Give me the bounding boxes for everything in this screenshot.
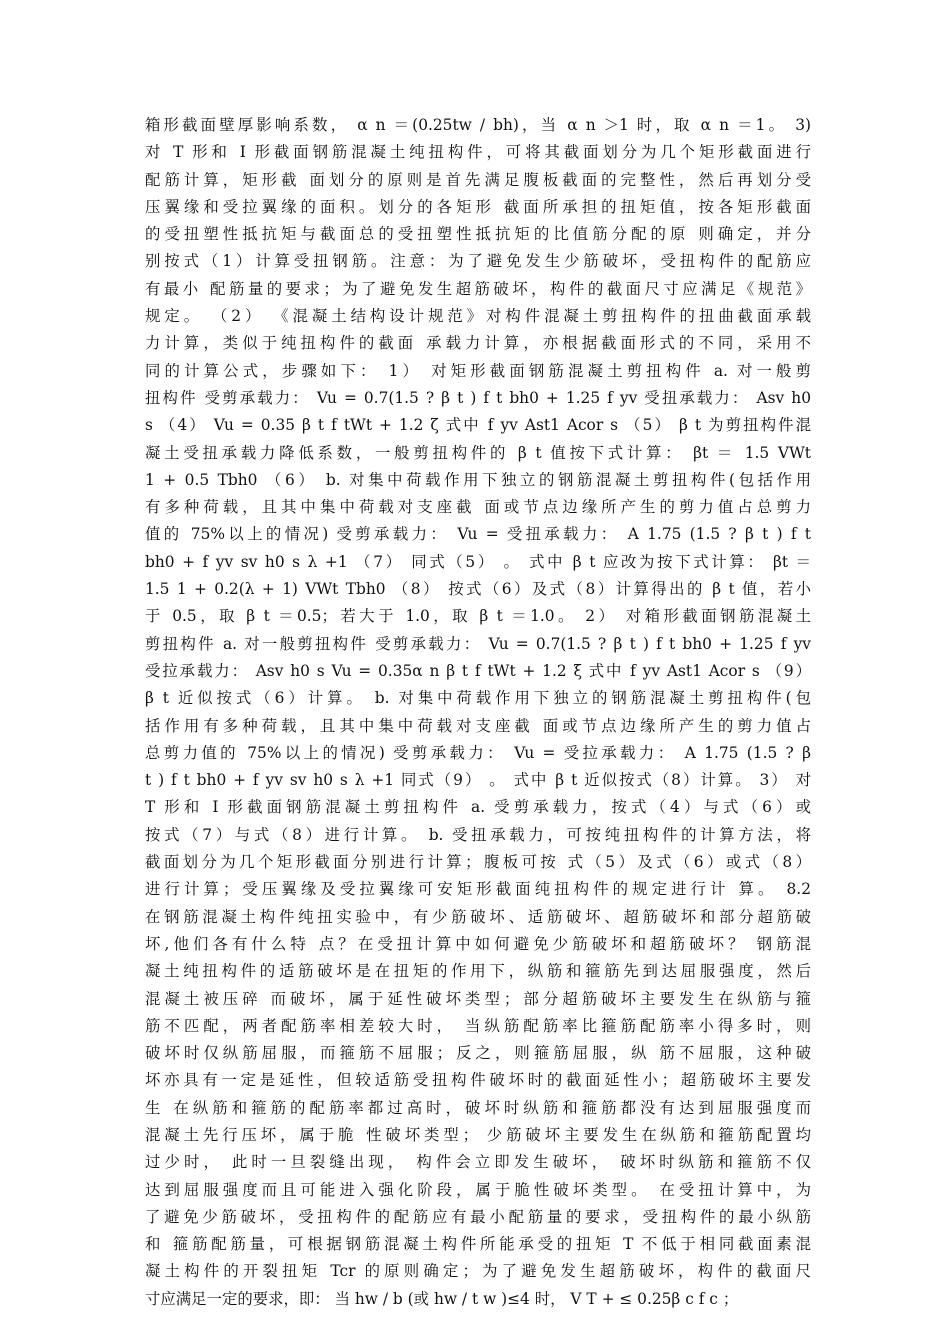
- text-line: 破坏时仅纵筋屈服，而箍筋不屈服；反之，则箍筋屈服，纵 筋不屈服，这种破: [145, 1044, 811, 1063]
- text-line: 括作用有多种荷载，且其中集中荷载对支座截 面或节点边缘所产生的剪力值占: [145, 716, 811, 735]
- text-line: 值的 75%以上的情况) 受剪承载力： Vu = 受扭承载力： A 1.75 (1.5 ? β t ) f t: [145, 525, 811, 544]
- text-line: 扭构件 受剪承载力： Vu = 0.7(1.5 ? β t ) f t bh0 + 1.25 f yv 受扭承载力： Asv h0: [145, 388, 811, 407]
- text-line: 有多种荷载，且其中集中荷载对支座截 面或节点边缘所产生的剪力值占总剪力: [145, 498, 811, 517]
- text-line: 进行计算；受压翼缘及受拉翼缘可安矩形截面纯扭构件的规定进行计 算。 8.2: [145, 880, 811, 899]
- text-line: 生 在纵筋和箍筋的配筋率都过高时，破坏时纵筋和箍筋都没有达到屈服强度而: [145, 1098, 811, 1117]
- text-line: 的受扭塑性抵抗矩与截面总的受扭塑性抵抗矩的比值筋分配的原 则确定，并分: [145, 225, 811, 244]
- text-line: 坏亦具有一定是延性，但较适筋受扭构件破坏时的截面延性小；超筋破坏主要发: [145, 1071, 811, 1090]
- text-line: 按式（7）与式（8）进行计算。 b. 受扭承载力，可按纯扭构件的计算方法，将: [145, 825, 811, 844]
- text-line: 别按式（1）计算受扭钢筋。注意：为了避免发生少筋破坏，受扭构件的配筋应: [145, 252, 811, 271]
- text-line: 混凝土先行压坏，属于脆 性破坏类型； 少筋破坏主要发生在纵筋和箍筋配置均: [145, 1125, 811, 1144]
- text-line: 力计算，类似于纯扭构件的截面 承载力计算，亦根据截面形式的不同，采用不: [145, 334, 811, 353]
- text-line: 和 箍筋配筋量，可根据钢筋混凝土构件所能承受的扭矩 T 不低于相同截面素混: [145, 1235, 811, 1254]
- text-line: 剪扭构件 a. 对一般剪扭构件 受剪承载力： Vu = 0.7(1.5 ? β t ) f t bh0 + 1.25 f yv: [145, 634, 811, 653]
- text-line: 规定。 （2） 《混凝土结构设计规范》对构件混凝土剪扭构件的扭曲截面承载: [145, 307, 811, 326]
- text-line: 筋不匹配，两者配筋率相差较大时， 当纵筋配筋率比箍筋配筋率小得多时，则: [145, 1016, 811, 1035]
- text-line: 达到屈服强度而且可能进入强化阶段，属于脆性破坏类型。 在受扭计算中，为: [145, 1180, 811, 1199]
- body-text: [145, 112, 811, 1313]
- text-line: 1 + 0.5 Tbh0 （6） b. 对集中荷载作用下独立的钢筋混凝土剪扭构件(包括作用: [145, 470, 811, 489]
- text-line: 1.5 1 + 0.2(λ + 1) VWt Tbh0 （8） 按式（6）及式（8）计算得出的 β t 值，若小: [145, 580, 811, 599]
- text-line: 寸应满足一定的要求，即： 当 hw / b (或 hw / t w )≤4 时， V T + ≤ 0.25β c f c ；: [145, 1289, 739, 1308]
- text-line: 压翼缘和受拉翼缘的面积。划分的各矩形 截面所承担的扭矩值，按各矩形截面: [145, 197, 811, 216]
- text-line: t ) f t bh0 + f yv sv h0 s λ +1 同式（9） 。 式中 β t 近似按式（8）计算。 3） 对: [145, 771, 811, 790]
- text-line: 于 0.5，取 β t ＝0.5；若大于 1.0，取 β t ＝1.0。 2） 对箱形截面钢筋混凝土: [145, 607, 811, 626]
- text-line: bh0 + f yv sv h0 s λ +1 （7） 同式（5） 。 式中 β t 应改为按下式计算： βt ＝: [145, 552, 811, 571]
- text-line: 箱形截面壁厚影响系数， α n ＝(0.25tw / bh)，当 α n ＞1 时，取 α n ＝1。 3): [145, 116, 811, 134]
- text-line: 同的计算公式，步骤如下： 1） 对矩形截面钢筋混凝土剪扭构件 a. 对一般剪: [145, 361, 811, 380]
- text-line: 有最小 配筋量的要求；为了避免发生超筋破坏，构件的截面尺寸应满足《规范》: [145, 279, 811, 298]
- text-line: 总剪力值的 75%以上的情况) 受剪承载力： Vu = 受拉承载力： A 1.75 (1.5 ? β: [145, 743, 811, 762]
- text-line: 受拉承载力： Asv h0 s Vu = 0.35α n β t f tWt + 1.2 ξ 式中 f yv Ast1 Acor s （9）: [145, 661, 811, 680]
- text-line: β t 近似按式（6）计算。 b. 对集中荷载作用下独立的钢筋混凝土剪扭构件(包: [145, 689, 811, 708]
- text-line: 截面划分为几个矩形截面分别进行计算；腹板可按 式（5）及式（6）或式（8）: [145, 853, 811, 872]
- text-line: 凝土构件的开裂扭矩 Tcr 的原则确定；为了避免发生超筋破坏，构件的截面尺: [145, 1262, 811, 1281]
- text-line: 凝土受扭承载力降低系数，一般剪扭构件的 β t 值按下式计算： βt ＝ 1.5 VWt: [145, 443, 811, 462]
- text-line: 配筋计算，矩形截 面划分的原则是首先满足腹板截面的完整性，然后再划分受: [145, 170, 811, 189]
- text-line: 混凝土被压碎 而破坏，属于延性破坏类型；部分超筋破坏主要发生在纵筋与箍: [145, 989, 811, 1008]
- text-line: s （4） Vu = 0.35 β t f tWt + 1.2 ζ 式中 f yv Ast1 Acor s （5） β t 为剪扭构件混: [145, 416, 811, 435]
- text-line: 坏,他们各有什么特 点？在受扭计算中如何避免少筋破坏和超筋破坏？ 钢筋混: [145, 934, 811, 953]
- text-line: 对 T 形和 I 形截面钢筋混凝土纯扭构件，可将其截面划分为几个矩形截面进行: [145, 143, 811, 162]
- text-line: 凝土纯扭构件的适筋破坏是在扭矩的作用下，纵筋和箍筋先到达屈服强度，然后: [145, 962, 811, 981]
- text-line: T 形和 I 形截面钢筋混凝土剪扭构件 a. 受剪承载力，按式（4）与式（6）或: [145, 798, 811, 817]
- text-line: 过少时， 此时一旦裂缝出现， 构件会立即发生破坏， 破坏时纵筋和箍筋不仅: [145, 1153, 811, 1172]
- text-line: 了避免少筋破坏，受扭构件的配筋应有最小配筋量的要求，受扭构件的最小纵筋: [145, 1207, 811, 1226]
- text-line: 在钢筋混凝土构件纯扭实验中，有少筋破坏、适筋破坏、超筋破坏和部分超筋破: [145, 907, 811, 926]
